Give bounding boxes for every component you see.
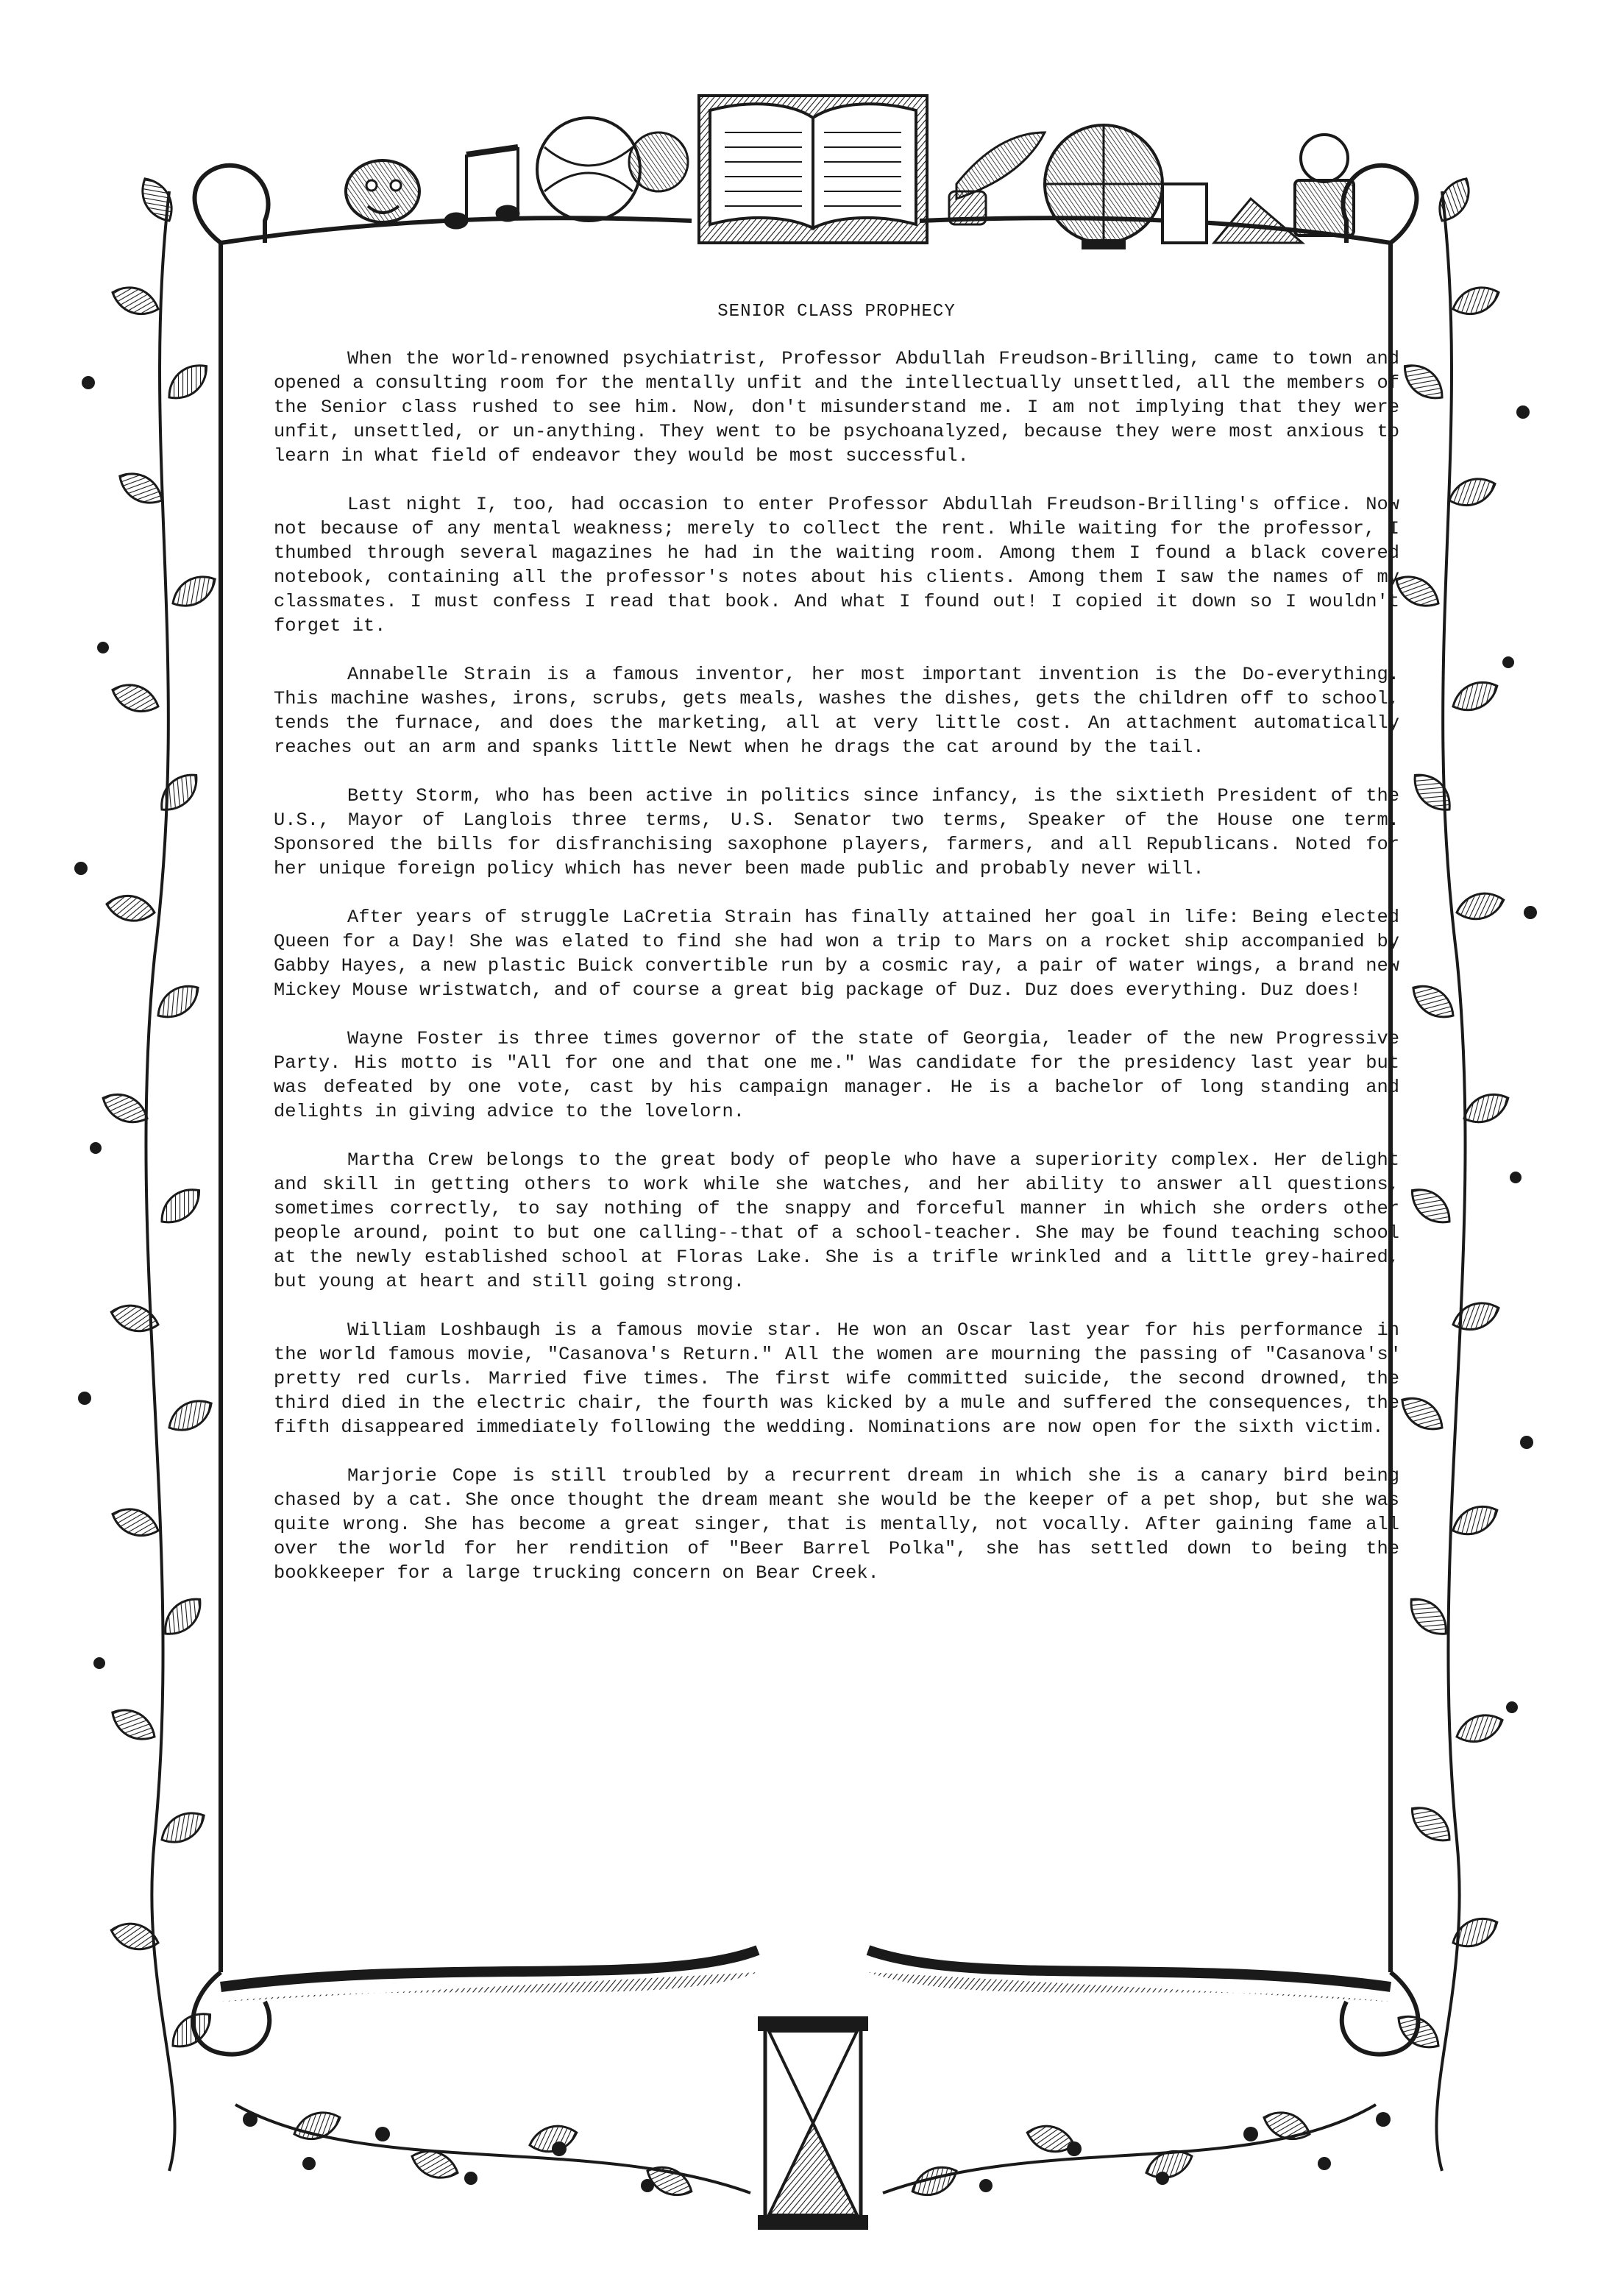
paragraph-intro: When the world-renowned psychiatrist, Professor Abdullah Freudson-Brilling, came to town and opened a consulting room for the mentally unfit and the intellectually unsettled, all the members of the Senior class rushed to see him. Now, don't misunderstand me. I am not implying that they were unfit, unsettled, or un-anything. They went to be psychoanalyzed, because they were most anxious to learn in what field of endeavor they would be most successful. — [274, 348, 1399, 467]
music-notes-icon — [444, 147, 519, 229]
paragraph-notebook: Last night I, too, had occasion to enter Professor Abdullah Freudson-Brilling's office. Now not because of any mental weakness; merely to collect the rent. While waiting for the professor, I thumbed through several magazines he had in the waiting room. Among them I found a black covered notebook, containing all the professor's notes about his clients. Among them I saw the names of my classmates. I must confess I read that book. And what I found out! I copied it down so I wouldn't forget it. — [274, 494, 1399, 637]
prophecy-text-block — [274, 302, 1399, 1609]
quill-inkwell-icon — [949, 132, 1045, 224]
paragraph-marjorie-cope: Marjorie Cope is still troubled by a recurrent dream in which she is a canary bird being chased by a cat. She once thought the dream meant she would be the keeper of a pet shop, but she was quite wrong. She has become a great singer, that is mentally, not vocally. After gaining fame all over the world for her rendition of "Beer Barrel Polka", she has settled down to being the bookkeeper for a large trucking concern on Bear Creek. — [274, 1465, 1399, 1584]
globe-icon — [1045, 125, 1162, 249]
paragraph-martha-crew: Martha Crew belongs to the great body of people who have a superiority complex. Her delight and skill in getting others to work while she watches, and her ability to answer all questions, sometimes correctly, to say nothing of the snappy and forceful manner in which she orders other people around, point to but one calling--that of a school-teacher. She may be found teaching school at the newly established school at Floras Lake. She is a trifle wrinkled and a little grey-haired, but young at heart and still going strong. — [274, 1149, 1399, 1292]
paragraph-wayne-foster: Wayne Foster is three times governor of the state of Georgia, leader of the new Progressive Party. His motto is "All for one and that one me." Was candidate for the presidency last year but was defeated by one vote, cast by his campaign manager. He is a bachelor of long standing and delights in giving advice to the lovelorn. — [274, 1028, 1399, 1122]
jar-icon — [1162, 135, 1354, 243]
paragraph-betty-storm: Betty Storm, who has been active in politics since infancy, is the sixtieth President of the U.S., Mayor of Langlois three terms, U.S. Senator two terms, Speaker of the House one term. Sponsored the bills for disfranchising saxophone players, farmers, and all Republicans. Noted for her unique foreign policy which has never been made public and probably never will. — [274, 785, 1399, 879]
ball-icon — [537, 118, 688, 221]
open-book-icon — [699, 96, 927, 243]
paragraph-lacretia-strain: After years of struggle LaCretia Strain has finally attained her goal in life: Being elected Queen for a Day! She was elated to find she had won a trip to Mars on a rocket ship accompanied by Gabby Hayes, a new plastic Buick convertible run by a cosmic ray, a pair of water wings, a brand new Mickey Mouse wristwatch, and of course a great big package of Duz. Duz does everything. Duz does! — [274, 907, 1399, 1001]
page-title: SENIOR CLASS PROPHECY — [717, 302, 956, 322]
paragraph-annabelle-strain: Annabelle Strain is a famous inventor, her most important invention is the Do-everything. This machine washes, irons, scrubs, gets meals, washes the dishes, gets the children off to school, tends the furnace, and does the marketing, all at very little cost. An attachment automatically reaches out an arm and spanks little Newt when he drags the cat around by the tail. — [274, 664, 1399, 758]
theater-mask-icon — [346, 160, 419, 222]
paragraph-william-loshbaugh: William Loshbaugh is a famous movie star. He won an Oscar last year for his performance in the world famous movie, "Casanova's Return." All the women are mourning the passing of "Casanova's" pretty red curls. Married five times. The first wife committed suicide, the second drowned, the third died in the electric chair, the fourth was kicked by a mule and suffered the consequences, the fifth disappeared immediately following the wedding. Nominations are now open for the sixth victim. — [274, 1319, 1399, 1438]
hourglass-icon — [758, 2016, 868, 2230]
